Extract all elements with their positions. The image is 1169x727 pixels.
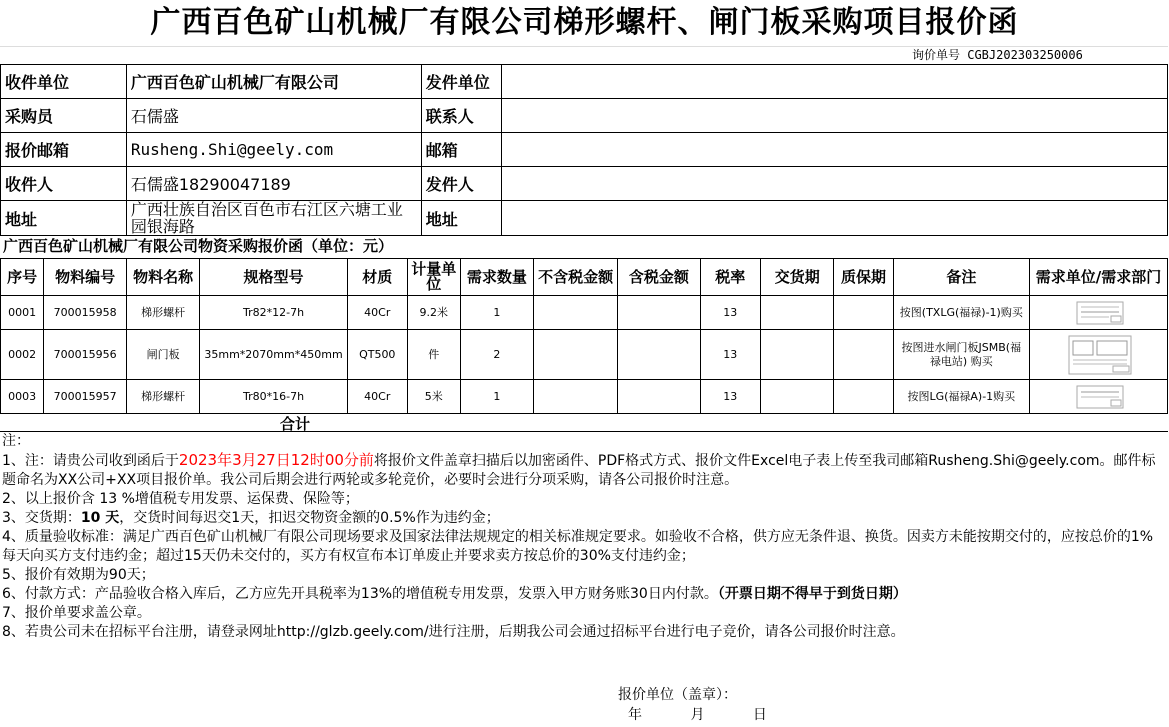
cell-dept [1030,380,1168,414]
cell-remark: 按图LG(福禄A)-1购买 [893,380,1029,414]
cell-name: 梯形螺杆 [126,296,199,330]
col-header: 备注 [893,259,1029,296]
info-row-address [1,201,1168,236]
cell-inc-tax-input[interactable] [618,296,700,330]
cell-code: 700015956 [44,330,127,380]
info-label: 收件单位 [1,65,127,99]
cell-code: 700015957 [44,380,127,414]
seal-label: 报价单位（盖章）： [618,687,737,703]
cell-warranty-input[interactable] [834,296,893,330]
cell-delivery-input[interactable] [761,296,834,330]
col-header: 材质 [347,259,407,296]
col-header: 税率 [700,259,760,296]
info-value[interactable]: 石儒盛18290047189 [126,167,421,201]
info-label: 报价邮箱 [1,133,127,167]
cell-remark: 按图(TXLG(福禄)-1)购买 [893,296,1029,330]
info-label: 收件人 [1,167,127,201]
note-5: 5、报价有效期为90天； [2,567,155,583]
cell-material: 40Cr [347,380,407,414]
cell-dept [1030,296,1168,330]
items-header-row [1,259,1168,296]
col-header: 质保期 [834,259,893,296]
info-row-recipient-unit [1,65,1168,99]
info-label: 地址 [421,201,501,236]
info-value-sender[interactable] [501,167,1167,201]
col-header: 规格型号 [200,259,347,296]
document-title: 广西百色矿山机械厂有限公司梯形螺杆、闸门板采购项目报价函 [150,5,1019,40]
info-row-buyer [1,99,1168,133]
date-line: 年 月 日 [628,707,789,723]
cell-unit: 件 [407,330,460,380]
notes-section [2,432,1166,642]
cell-tax: 13 [700,380,760,414]
info-value-email[interactable]: Rusheng.Shi@geely.com [126,133,421,167]
deadline-text: 2023年3月27日12时00分前 [178,451,374,469]
info-value-address[interactable]: 广西壮族自治区百色市右江区六塘工业园银海路 [126,201,421,236]
cell-delivery-input[interactable] [761,330,834,380]
drawing-thumbnail-icon [1039,383,1159,411]
col-header: 含税金额 [618,259,700,296]
info-value[interactable]: 石儒盛 [126,99,421,133]
col-header: 序号 [1,259,44,296]
cell-qty: 2 [460,330,533,380]
col-header: 需求数量 [460,259,533,296]
cell-qty: 1 [460,380,533,414]
cell-dept [1030,330,1168,380]
cell-name: 闸门板 [126,330,199,380]
info-label: 邮箱 [421,133,501,167]
table-row [1,330,1168,380]
info-label: 发件单位 [421,65,501,99]
cell-remark: 按图进水闸门板JSMB(福禄电站) 购买 [893,330,1029,380]
info-label: 地址 [1,201,127,236]
info-row-recipient [1,167,1168,201]
cell-no: 0002 [1,330,44,380]
cell-code: 700015958 [44,296,127,330]
note-8: 8、若贵公司未在招标平台注册，请登录网址http://glzb.geely.com/进行注册，后期我公司会通过招标平台进行电子竞价，请各公司报价时注意。 [2,624,905,640]
info-label: 发件人 [421,167,501,201]
info-row-email [1,133,1168,167]
table-row [1,296,1168,330]
cell-delivery-input[interactable] [761,380,834,414]
note-4: 4、质量验收标准：满足广西百色矿山机械厂有限公司现场要求及国家法律法规规定的相关标准规定要求。如验收不合格，供方应无条件退、换货。因卖方未能按期交付的，应按总价的1% 每天向买方支付违约金；超过15天仍未交付的，买方有权宣布本订单废止并要求卖方按总价的30%支付违约金； [2,529,1154,564]
cell-no: 0003 [1,380,44,414]
cell-tax: 13 [700,296,760,330]
col-header: 物料名称 [126,259,199,296]
note-6: 6、付款方式：产品验收合格入库后，乙方应先开具税率为13%的增值税专用发票，发票入甲方财务账30日内付款。（开票日期不得早于到货日期） [2,586,907,602]
cell-material: QT500 [347,330,407,380]
note-3: 3、交货期：10 天，交货时间每迟交1天，扣迟交物资金额的0.5%作为违约金； [2,510,500,526]
cell-ex-tax-input[interactable] [534,380,618,414]
cell-unit: 5米 [407,380,460,414]
cell-spec: Tr80*16-7h [200,380,347,414]
drawing-thumbnail-icon [1039,333,1159,377]
cell-material: 40Cr [347,296,407,330]
notes-heading: 注： [2,433,30,449]
items-table [0,258,1168,414]
cell-ex-tax-input[interactable] [534,330,618,380]
note-2: 2、以上报价含 13 %增值税专用发票、运保费、保险等； [2,491,359,507]
cell-spec: 35mm*2070mm*450mm [200,330,347,380]
info-value-sender-unit[interactable] [501,65,1167,99]
cell-name: 梯形螺杆 [126,380,199,414]
col-header: 需求单位/需求部门 [1030,259,1168,296]
info-value-contact[interactable] [501,99,1167,133]
cell-tax: 13 [700,330,760,380]
table-row [1,380,1168,414]
inquiry-number: 询价单号 CGBJ202303250006 [912,48,1083,62]
info-value-sender-email[interactable] [501,133,1167,167]
cell-spec: Tr82*12-7h [200,296,347,330]
note-1: 1、注：请贵公司收到函后于2023年3月27日12时00分前将报价文件盖章扫描后以加密函件、PDF格式方式、报价文件Excel电子表上传至我司邮箱Rusheng.Shi@geely.com。邮件标题命名为XX公司+XX项目报价单。我公司后期会进行两轮或多轮竞价，必要时会进行分项采购，请各公司报价时注意。 [2,451,1156,488]
cell-warranty-input[interactable] [834,380,893,414]
section-title: 广西百色矿山机械厂有限公司物资采购报价函（单位：元） [3,237,394,255]
contact-info-table [0,64,1168,236]
col-header: 不含税金额 [534,259,618,296]
col-header: 交货期 [761,259,834,296]
info-value[interactable]: 广西百色矿山机械厂有限公司 [126,65,421,99]
note-7: 7、报价单要求盖公章。 [2,605,151,621]
cell-unit: 9.2米 [407,296,460,330]
total-label: 合计 [280,415,311,433]
info-label: 采购员 [1,99,127,133]
cell-no: 0001 [1,296,44,330]
cell-inc-tax-input[interactable] [618,380,700,414]
cell-ex-tax-input[interactable] [534,296,618,330]
cell-inc-tax-input[interactable] [618,330,700,380]
drawing-thumbnail-icon [1039,299,1159,327]
col-header: 物料编号 [44,259,127,296]
cell-warranty-input[interactable] [834,330,893,380]
col-header: 计量单位 [407,259,460,296]
cell-qty: 1 [460,296,533,330]
info-value-sender-address[interactable] [501,201,1167,236]
info-label: 联系人 [421,99,501,133]
